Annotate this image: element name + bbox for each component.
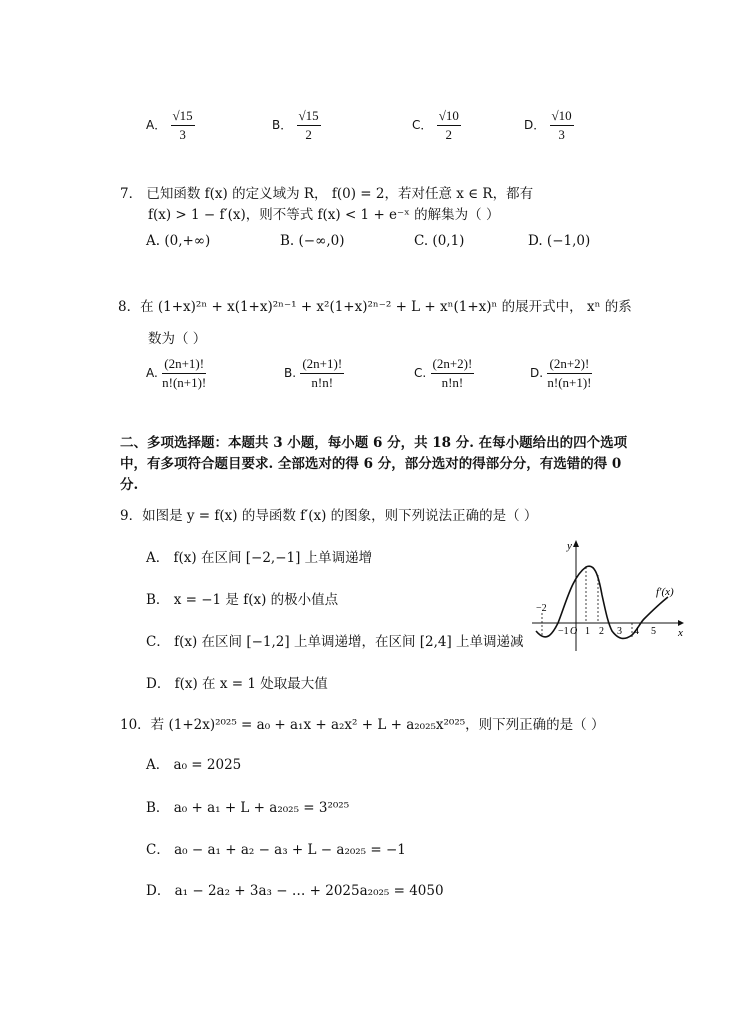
y-axis-label: y <box>567 540 572 552</box>
q8-option-d-fraction <box>547 356 591 391</box>
q6-option-a-label: A． <box>146 118 167 132</box>
q10-option-a[interactable]: A． a₀ = 2025 <box>146 757 242 773</box>
q8-option-a-denominator: n!(n+1)! <box>162 375 207 390</box>
q8-option-a-fraction <box>162 356 206 391</box>
tick-minus2: −2 <box>536 603 547 614</box>
q8-option-c-label: C. <box>414 366 427 380</box>
y-axis-arrow-icon <box>573 540 579 547</box>
q6-option-b-fraction <box>297 108 321 143</box>
q8-option-d-numerator: (2n+2)! <box>547 356 591 374</box>
q6-option-c-numerator: √10 <box>437 108 461 126</box>
q7-stem-line2: f(x) > 1 − f′(x)，则不等式 f(x) < 1 + e⁻ˣ 的解集为（ ） <box>148 207 500 223</box>
curve-label: f′(x) <box>656 586 674 598</box>
q7-stem-line1: 7． 已知函数 f(x) 的定义域为 R， f(0) = 2，若对任意 x ∈ R，都有 <box>120 186 534 202</box>
tick-3: 3 <box>617 626 622 637</box>
tick-1: 1 <box>585 626 590 637</box>
q6-option-d-label: D． <box>524 118 546 132</box>
tick-origin: O <box>570 626 578 637</box>
q8-option-b[interactable] <box>284 356 344 391</box>
q7-option-b[interactable]: B. (−∞,0) <box>280 233 345 249</box>
q8-option-b-fraction <box>300 356 344 391</box>
q8-option-c-numerator: (2n+2)! <box>431 356 475 374</box>
q6-option-d-denominator: 3 <box>558 127 565 142</box>
section2-heading-line2: 中，有多项符合题目要求. 全部选对的得 6 分，部分选对的得部分分，有选错的得 0 <box>120 456 622 472</box>
q10-option-b[interactable]: B． a₀ + a₁ + L + a₂₀₂₅ = 3²⁰²⁵ <box>146 800 350 816</box>
q8-option-a[interactable] <box>146 356 206 391</box>
q6-option-c[interactable] <box>412 108 461 143</box>
tick-4: 4 <box>634 626 639 637</box>
q6-option-b-label: B． <box>272 118 293 132</box>
q8-option-b-label: B. <box>284 366 297 380</box>
q10-stem: 10．若 (1+2x)²⁰²⁵ = a₀ + a₁x + a₂x² + L + a₂₀₂₅x²⁰²⁵，则下列正确的是（ ） <box>120 717 605 733</box>
q8-option-d-label: D. <box>530 366 544 380</box>
q7-option-a[interactable]: A. (0,+∞) <box>146 233 211 249</box>
q6-option-c-denominator: 2 <box>445 127 452 142</box>
q10-option-c[interactable]: C． a₀ − a₁ + a₂ − a₃ + L − a₂₀₂₅ = −1 <box>146 842 406 858</box>
tick-minus1: −1 <box>558 626 569 637</box>
q8-option-a-numerator: (2n+1)! <box>162 356 206 374</box>
q6-option-a[interactable] <box>146 108 195 143</box>
x-axis-arrow-icon <box>678 620 684 626</box>
q8-option-c-fraction <box>431 356 475 391</box>
section2-heading-line1: 二、多项选择题：本题共 3 小题，每小题 6 分，共 18 分. 在每小题给出的四个选项 <box>120 435 628 451</box>
q9-option-d[interactable]: D． f(x) 在 x = 1 处取最大值 <box>146 676 328 692</box>
q7-option-d[interactable]: D. (−1,0) <box>528 233 591 249</box>
q8-option-c-denominator: n!n! <box>441 375 464 390</box>
q8-option-d-denominator: n!(n+1)! <box>547 375 592 390</box>
q7-option-c[interactable]: C. (0,1) <box>414 233 465 249</box>
q9-stem: 9．如图是 y = f(x) 的导函数 f′(x) 的图象，则下列说法正确的是（ ） <box>120 508 538 524</box>
x-axis-label: x <box>678 627 683 639</box>
q9-derivative-graph <box>528 535 688 655</box>
q6-option-d-numerator: √10 <box>550 108 574 126</box>
q6-option-a-numerator: √15 <box>171 108 195 126</box>
q8-option-b-numerator: (2n+1)! <box>300 356 344 374</box>
q8-option-c[interactable] <box>414 356 474 391</box>
q8-option-a-label: A. <box>146 366 158 380</box>
q6-option-a-denominator: 3 <box>179 127 186 142</box>
q6-option-c-fraction <box>437 108 461 143</box>
tick-5: 5 <box>651 626 656 637</box>
section2-heading-line3: 分. <box>120 477 139 493</box>
q9-option-b[interactable]: B． x = −1 是 f(x) 的极小值点 <box>146 592 339 608</box>
q9-option-a[interactable]: A． f(x) 在区间 [−2,−1] 上单调递增 <box>146 550 373 566</box>
q8-stem-line1: 8．在 (1+x)²ⁿ + x(1+x)²ⁿ⁻¹ + x²(1+x)²ⁿ⁻² + L + xⁿ(1+x)ⁿ 的展开式中， xⁿ 的系 <box>118 299 632 315</box>
q8-option-d[interactable] <box>530 356 592 391</box>
q6-option-d-fraction <box>550 108 574 143</box>
q9-option-c[interactable]: C． f(x) 在区间 [−1,2] 上单调递增，在区间 [2,4] 上单调递减 <box>146 634 524 650</box>
q6-option-c-label: C． <box>412 118 433 132</box>
q8-stem-line2: 数为（ ） <box>148 331 207 347</box>
q10-option-d[interactable]: D． a₁ − 2a₂ + 3a₃ − … + 2025a₂₀₂₅ = 4050 <box>146 883 444 899</box>
q6-option-b-numerator: √15 <box>297 108 321 126</box>
q6-option-a-fraction <box>171 108 195 143</box>
tick-2: 2 <box>599 626 604 637</box>
q6-option-b-denominator: 2 <box>305 127 312 142</box>
q6-option-b[interactable] <box>272 108 321 143</box>
q8-option-b-denominator: n!n! <box>311 375 334 390</box>
q6-option-d[interactable] <box>524 108 574 143</box>
